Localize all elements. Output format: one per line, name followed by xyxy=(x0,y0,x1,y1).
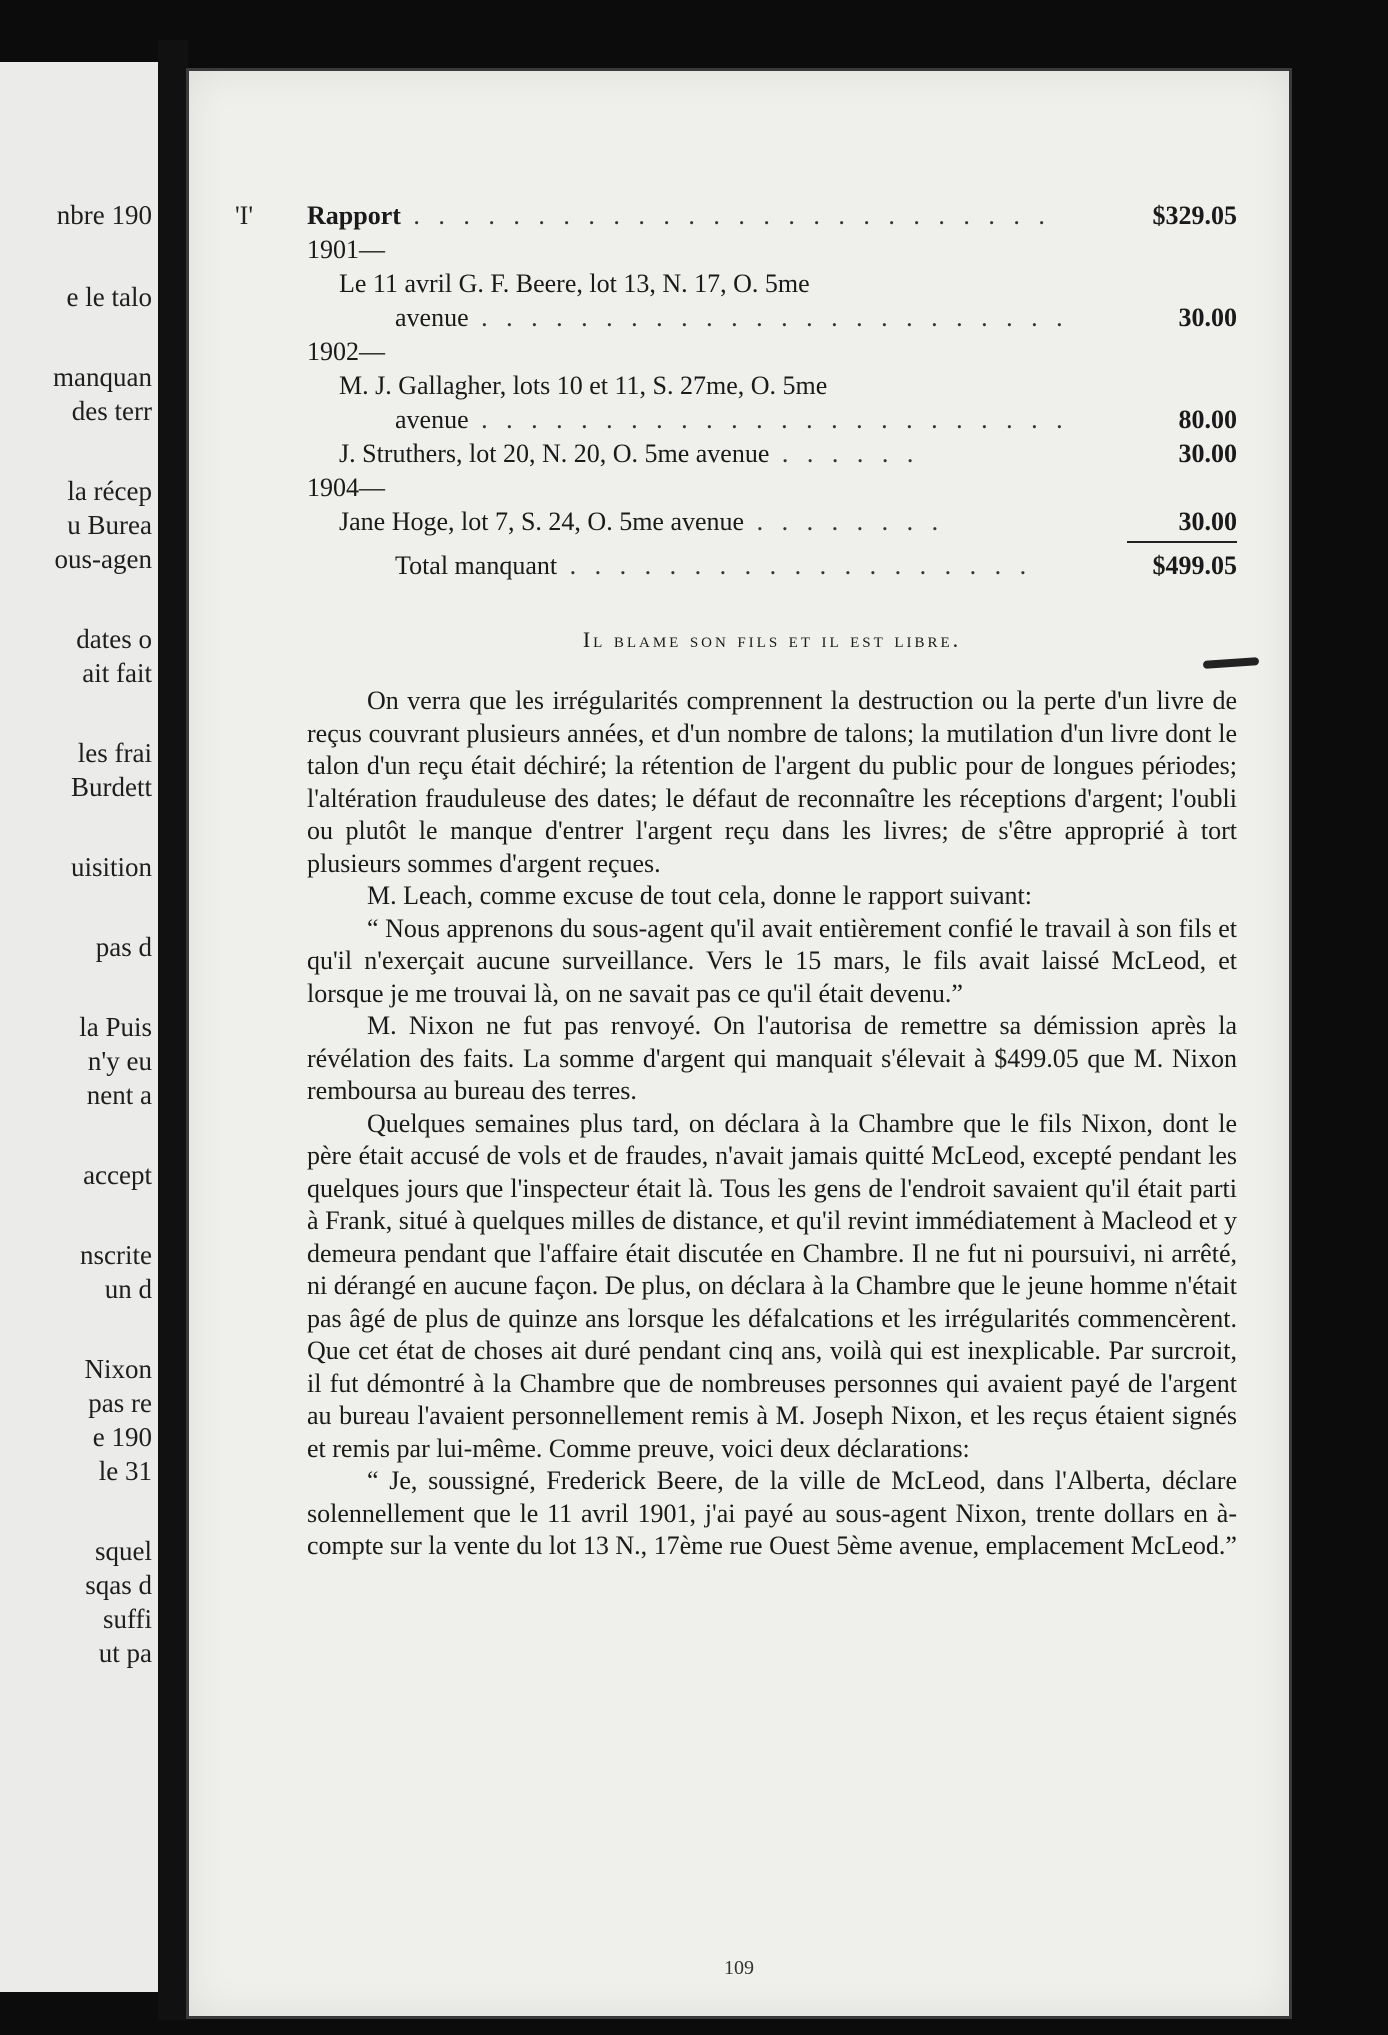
body-text xyxy=(307,685,1237,1563)
leader-dots: . . . . . . . . . . . . . . . . . . . . . . . . xyxy=(468,303,1069,332)
ledger-label xyxy=(307,549,1127,583)
ledger-row xyxy=(307,471,1237,505)
left-page-line: suffi xyxy=(102,1604,152,1634)
ledger-label-text: J. Struthers, lot 20, N. 20, O. 5me avenue xyxy=(339,439,770,468)
left-page-line: nent a xyxy=(86,1080,152,1110)
ledger-amount: 30.00 xyxy=(1178,439,1237,468)
ledger-label xyxy=(307,233,1127,267)
ledger-label-text: Jane Hoge, lot 7, S. 24, O. 5me avenue xyxy=(339,507,745,536)
ledger-label-text: M. J. Gallagher, lots 10 et 11, S. 27me, O. 5me xyxy=(339,371,828,400)
previous-page-fragment xyxy=(0,62,161,1992)
ledger-label xyxy=(307,335,1127,369)
paragraph: M. Nixon ne fut pas renvoyé. On l'autorisa de remettre sa démission après la révélation des faits. La somme d'argent qui manquait s'élevait à $499.05 que M. Nixon remboursa au bureau des terres. xyxy=(307,1011,1237,1105)
section-heading: Il blame son fils et il est libre. xyxy=(582,627,962,652)
ledger-row xyxy=(307,369,1237,403)
left-page-line: des terr xyxy=(71,396,152,426)
left-page-line: ous-agen xyxy=(54,544,152,574)
ledger-amount: 30.00 xyxy=(1178,303,1237,332)
ledger-table xyxy=(307,199,1237,583)
book-gutter xyxy=(158,40,188,2020)
leader-dots: . . . . . . . . xyxy=(744,507,945,536)
left-page-line: pas d xyxy=(95,932,152,962)
ledger-label xyxy=(307,267,1127,301)
ledger-row xyxy=(307,199,1237,233)
leader-dots: . . . . . . xyxy=(769,439,920,468)
left-page-line: sqas d xyxy=(85,1570,152,1600)
ledger-row xyxy=(307,505,1237,539)
left-page-line: e le talo xyxy=(66,282,152,312)
ledger-amount: $329.05 xyxy=(1152,201,1237,230)
page-content xyxy=(307,199,1237,1563)
ledger-label xyxy=(307,301,1127,335)
ledger-label-text: 1902— xyxy=(307,337,385,366)
ledger-row xyxy=(307,335,1237,369)
left-page-line: le 31 xyxy=(98,1456,152,1486)
ledger-label xyxy=(307,199,1127,233)
paragraph: Quelques semaines plus tard, on déclara à la Chambre que le fils Nixon, dont le père était accusé de vols et de fraudes, n'avait jamais quitté McLeod, excepté pendant les quelques jours que l'inspecteur était là. Tous les gens de l'endroit savaient qu'il était parti à Frank, situé à quelques milles de distance, et qu'il revint immédiatement à Macleod et y demeura pendant que l'affaire était discutée en Chambre. Il ne fut ni poursuivi, ni arrêté, ni dérangé en aucune façon. De plus, on déclara à la Chambre que le jeune homme n'était pas âgé de plus de quinze ans lorsque les défalcations et les irrégularités commencèrent. Que cet état de choses ait duré pendant cinq ans, voilà qui est inexplicable. Par surcroit, il fut démontré à la Chambre que de nombreuses personnes qui avaient payé de l'argent au bureau l'avaient personnellement remis à M. Joseph Nixon, et les reçus étaient signés et remis par lui-même. Comme preuve, voici deux déclarations: xyxy=(307,1108,1237,1463)
ledger-label-text: avenue xyxy=(395,405,469,434)
left-page-line: les frai xyxy=(77,738,152,768)
margin-mark: 'I' xyxy=(235,201,254,230)
leader-dots: . . . . . . . . . . . . . . . . . . . . . . . . xyxy=(468,405,1069,434)
left-page-line: u Burea xyxy=(67,510,152,540)
left-page-line: dates o xyxy=(76,624,152,654)
book-page xyxy=(186,68,1292,2019)
ledger-amount: 30.00 xyxy=(1178,507,1237,536)
ledger-label-text: avenue xyxy=(395,303,469,332)
ledger-row xyxy=(307,233,1237,267)
left-page-line: Nixon xyxy=(84,1354,152,1384)
left-page-line: nscrite xyxy=(80,1240,152,1270)
paragraph: “ Je, soussigné, Frederick Beere, de la ville de McLeod, dans l'Alberta, déclare solennellement que le 11 avril 1901, j'ai payé au sous-agent Nixon, trente dollars en à-compte sur la vente du lot 13 N., 17ème rue Ouest 5ème avenue, emplacement McLeod.” xyxy=(307,1466,1237,1560)
leader-dots: . . . . . . . . . . . . . . . . . . . xyxy=(557,551,1033,580)
ledger-label-text: 1901— xyxy=(307,235,385,264)
left-page-line: uisition xyxy=(70,852,152,882)
ledger-label xyxy=(307,437,1127,471)
ledger-row xyxy=(307,301,1237,335)
ledger-label-text: Rapport xyxy=(307,201,401,230)
paragraph: M. Leach, comme excuse de tout cela, donne le rapport suivant: xyxy=(367,881,1032,910)
left-page-line: pas re xyxy=(88,1388,152,1418)
rule-line xyxy=(1127,541,1237,543)
previous-page-text xyxy=(0,62,152,1992)
left-page-line: accept xyxy=(83,1160,152,1190)
ledger-row xyxy=(307,267,1237,301)
total-rule xyxy=(307,539,1237,549)
ledger-row xyxy=(307,403,1237,437)
left-page-line: manquan xyxy=(53,362,152,392)
left-page-line: Burdett xyxy=(71,772,152,802)
page-number: 109 xyxy=(724,1957,754,1979)
ledger-row xyxy=(307,437,1237,471)
left-page-line: ut pa xyxy=(98,1638,152,1668)
left-page-line: e 190 xyxy=(92,1422,152,1452)
ledger-label xyxy=(307,403,1127,437)
left-page-line: un d xyxy=(104,1274,152,1304)
ledger-label-text: Le 11 avril G. F. Beere, lot 13, N. 17, O. 5me xyxy=(339,269,810,298)
ledger-label xyxy=(307,369,1127,403)
leader-dots: . . . . . . . . . . . . . . . . . . . . . . . . . . xyxy=(400,201,1051,230)
paragraph: “ Nous apprenons du sous-agent qu'il avait entièrement confié le travail à son fils et qu'il n'exerçait aucune surveillance. Vers le 15 mars, le fils avait laissé McLeod, et lorsque je me trouvai là, on ne savait pas ce qu'il était devenu.” xyxy=(307,913,1237,1008)
left-page-line: la Puis xyxy=(79,1012,152,1042)
ledger-total-row xyxy=(307,549,1237,583)
paragraph: On verra que les irrégularités comprennent la destruction ou la perte d'un livre de reçus couvrant plusieurs années, et d'un nombre de talons; la mutilation d'un livre dont le talon d'un reçu était déchiré; la rétention de l'argent du public pour de longues périodes; l'altération frauduleuse des dates; le défaut de reconnaître les réceptions d'argent; l'oubli ou plutôt le manque d'entrer l'argent reçu dans les livres; de s'être approprié à tort plusieurs sommes d'argent reçues. xyxy=(307,686,1237,878)
left-page-line: n'y eu xyxy=(87,1046,152,1076)
ledger-label xyxy=(307,505,1127,539)
ledger-amount: 80.00 xyxy=(1178,405,1237,434)
left-page-line: ait fait xyxy=(82,658,152,688)
ledger-label-text: Total manquant xyxy=(395,551,558,580)
left-page-line: squel xyxy=(95,1536,152,1566)
left-page-line: la récep xyxy=(67,476,152,506)
ledger-label xyxy=(307,471,1127,505)
ledger-amount: $499.05 xyxy=(1152,551,1237,580)
ledger-label-text: 1904— xyxy=(307,473,385,502)
left-page-line: nbre 190 xyxy=(56,200,152,230)
